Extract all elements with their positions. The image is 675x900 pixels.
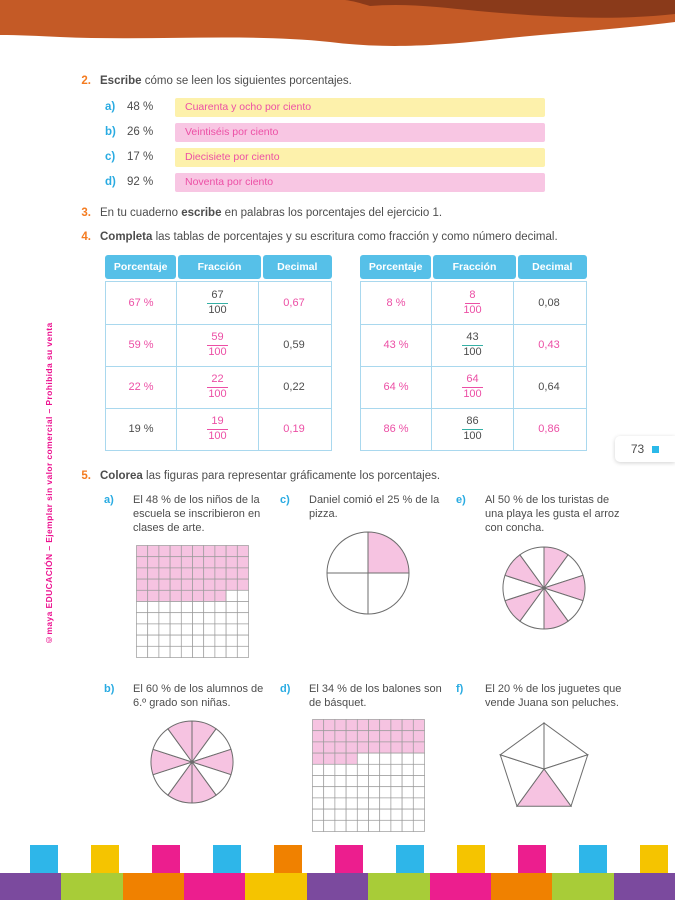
percentage-cell[interactable]: 59 %	[106, 325, 177, 366]
item-label: f)	[456, 682, 464, 695]
column-header-fraccion: Fracción	[433, 255, 515, 279]
fraction-cell[interactable]: $\frac{67}{100}$	[177, 282, 259, 324]
table-row	[361, 282, 586, 324]
exercise-2-items	[105, 98, 603, 192]
page-number: 73	[630, 442, 645, 456]
coloring-problem-c	[280, 493, 456, 658]
fraction-cell[interactable]: $\frac{8}{100}$	[432, 282, 514, 324]
percent-grid-figure[interactable]	[104, 545, 280, 658]
problem-text: El 20 % de los juguetes que vende Juana son peluches.	[485, 682, 622, 709]
table-row	[106, 324, 331, 366]
percentage-value: 48 %	[127, 101, 154, 114]
page-number-badge	[615, 436, 675, 462]
exercise-5-number: 5.	[81, 469, 91, 482]
percentage-cell[interactable]: 86 %	[361, 409, 432, 450]
answer-box[interactable]	[175, 123, 545, 142]
exercise-2-number: 2.	[81, 75, 91, 87]
coloring-problem-b	[104, 682, 280, 833]
percentage-item-b	[105, 123, 603, 142]
problem-text: Al 50 % de los turistas de una playa les gusta el arroz con concha.	[485, 493, 620, 535]
exercise-5-prompt: Colorea las figuras para representar gráficamente los porcentajes.	[100, 469, 441, 482]
column-header-porcentaje: Porcentaje	[360, 255, 431, 279]
problem-text: El 60 % de los alumnos de 6.º grado son niñas.	[133, 682, 264, 709]
exercise-3-header	[78, 206, 603, 221]
decimal-cell[interactable]: 0,64	[538, 381, 560, 394]
percent-grid-figure[interactable]	[280, 719, 456, 832]
exercise-4-number: 4.	[81, 230, 91, 243]
percentage-cell[interactable]: 22 %	[106, 367, 177, 408]
item-label: d)	[280, 682, 291, 695]
exercise-3-prompt: En tu cuaderno escribe en palabras los porcentajes del ejercicio 1.	[100, 206, 443, 219]
fraction-cell[interactable]: $\frac{64}{100}$	[432, 367, 514, 408]
decimal-cell[interactable]: 0,19	[283, 423, 305, 436]
pie-figure[interactable]	[456, 545, 632, 631]
decimal-cell[interactable]: 0,59	[283, 339, 305, 352]
exercise-3-number: 3.	[81, 206, 91, 219]
exercise-5-header	[78, 469, 603, 484]
answer-text: Cuarenta y ocho por ciento	[185, 101, 312, 114]
percentage-cell[interactable]: 43 %	[361, 325, 432, 366]
exercise-4-prompt: Completa las tablas de porcentajes y su escritura como fracción y como número decimal.	[100, 230, 558, 243]
decimal-cell[interactable]: 0,22	[283, 381, 305, 394]
decimal-cell[interactable]: 0,86	[538, 423, 560, 436]
fraction-cell[interactable]: $\frac{59}{100}$	[177, 325, 259, 366]
percentage-value: 17 %	[127, 151, 154, 164]
percentage-value: 92 %	[127, 176, 154, 189]
table-1-header	[105, 255, 332, 279]
column-header-decimal: Decimal	[518, 255, 587, 279]
footer-top-row	[0, 845, 675, 873]
percentage-table-1	[105, 255, 332, 451]
item-label: a)	[105, 101, 116, 114]
answer-box[interactable]	[175, 173, 545, 192]
coloring-problem-d	[280, 682, 456, 833]
pie-figure[interactable]	[104, 719, 280, 805]
footer-decoration	[0, 845, 675, 900]
problem-text: Daniel comió el 25 % de la pizza.	[309, 493, 440, 521]
problem-text: El 48 % de los niños de la escuela se inscribieron en clases de arte.	[133, 493, 261, 535]
table-row	[106, 282, 331, 324]
fraction-cell[interactable]: $\frac{86}{100}$	[432, 409, 514, 450]
answer-box[interactable]	[175, 148, 545, 167]
answer-text: Noventa por ciento	[185, 176, 274, 189]
problem-text: El 34 % de los balones son de básquet.	[309, 682, 442, 709]
item-label: c)	[280, 493, 290, 506]
exercise-2-prompt: Escribe cómo se leen los siguientes porcentajes.	[100, 75, 352, 87]
percentage-item-d	[105, 173, 603, 192]
percentage-item-c	[105, 148, 603, 167]
exercise-2-header	[78, 74, 603, 89]
decimal-cell[interactable]: 0,67	[283, 296, 305, 309]
decimal-cell[interactable]: 0,43	[538, 339, 560, 352]
percentage-cell[interactable]: 67 %	[106, 282, 177, 324]
pie-figure[interactable]	[280, 530, 456, 616]
answer-box[interactable]	[175, 98, 545, 117]
table-2-body	[360, 281, 587, 451]
table-row	[361, 324, 586, 366]
item-label: b)	[105, 126, 116, 139]
column-header-fraccion: Fracción	[178, 255, 260, 279]
column-header-porcentaje: Porcentaje	[105, 255, 176, 279]
pentagon-figure[interactable]	[456, 719, 632, 819]
item-label: d)	[105, 176, 116, 189]
percentage-table-2	[360, 255, 587, 451]
decimal-cell[interactable]: 0,08	[538, 296, 560, 309]
coloring-problem-f	[456, 682, 632, 833]
table-row	[106, 366, 331, 408]
item-label: a)	[104, 493, 114, 506]
table-1-body	[105, 281, 332, 451]
fraction-cell[interactable]: $\frac{19}{100}$	[177, 409, 259, 450]
coloring-problem-e	[456, 493, 632, 658]
badge-square-icon	[652, 446, 659, 453]
table-row	[106, 408, 331, 450]
item-label: c)	[105, 151, 116, 164]
coloring-problem-a	[104, 493, 280, 658]
percentage-cell[interactable]: 8 %	[361, 282, 432, 324]
percentage-item-a	[105, 98, 603, 117]
exercise-4-header	[78, 230, 603, 245]
percentage-value: 26 %	[127, 126, 154, 139]
table-row	[361, 366, 586, 408]
copyright-sidebar: ©maya EDUCACIÓN – Ejemplar sin valor comercial – Prohibida su venta	[44, 322, 54, 645]
answer-text: Veintiséis por ciento	[185, 126, 279, 139]
item-label: b)	[104, 682, 115, 695]
fraction-cell[interactable]: $\frac{43}{100}$	[432, 325, 514, 366]
percentage-tables	[105, 255, 603, 451]
percentage-cell[interactable]: 19 %	[106, 409, 177, 450]
column-header-decimal: Decimal	[263, 255, 332, 279]
page-content	[78, 74, 622, 832]
percentage-cell[interactable]: 64 %	[361, 367, 432, 408]
fraction-cell[interactable]: $\frac{22}{100}$	[177, 367, 259, 408]
answer-text: Diecisiete por ciento	[185, 151, 280, 164]
coloring-problems	[104, 493, 622, 832]
footer-bottom-row	[0, 873, 675, 900]
table-row	[361, 408, 586, 450]
table-2-header	[360, 255, 587, 279]
top-wave-decoration	[0, 0, 675, 60]
item-label: e)	[456, 493, 466, 506]
